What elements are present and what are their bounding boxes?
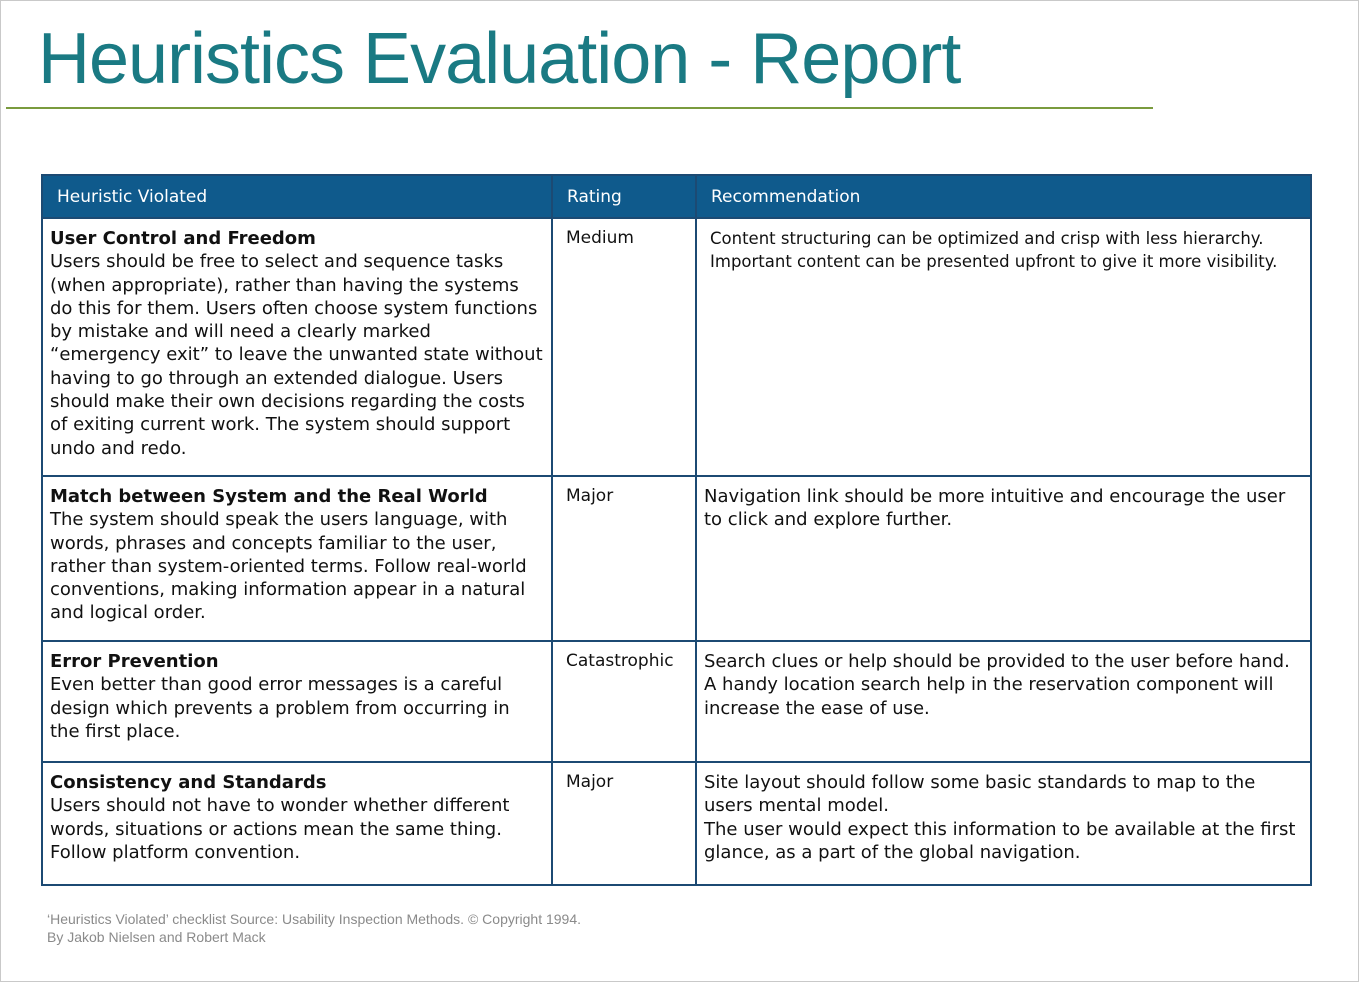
- page-title: Heuristics Evaluation - Report: [38, 19, 961, 99]
- heuristics-table: [41, 174, 1312, 886]
- heuristic-cell: [42, 641, 552, 762]
- source-footnote: [47, 910, 581, 946]
- rating-cell: Medium: [552, 218, 696, 476]
- table-header-row: [42, 175, 1311, 218]
- recommendation-cell: [696, 762, 1311, 885]
- recommendation-text: Content structuring can be optimized and crisp with less hierarchy. Important content can be presented upfront to give it more visibility.: [710, 229, 1278, 272]
- title-divider: [6, 107, 1153, 109]
- heuristic-name: Consistency and Standards: [50, 772, 327, 793]
- recommendation-text: Search clues or help should be provided to the user before hand.: [704, 651, 1290, 672]
- recommendation-text: Navigation link should be more intuitive and encourage the user to click and explore further.: [704, 486, 1286, 531]
- recommendation-cell: [696, 476, 1311, 641]
- rating-cell: Catastrophic: [552, 641, 696, 762]
- heuristic-cell: [42, 762, 552, 885]
- table-row: [42, 641, 1311, 762]
- recommendation-text: Site layout should follow some basic standards to map to the users mental model.: [704, 772, 1256, 817]
- heuristic-cell: [42, 218, 552, 476]
- recommendation-text: The user would expect this information to be available at the first glance, as a part of the global navigation.: [704, 818, 1296, 863]
- rating-cell: Major: [552, 762, 696, 885]
- heuristic-name: User Control and Freedom: [50, 228, 316, 249]
- heuristic-description: Even better than good error messages is a careful design which prevents a problem from occurring in the first place.: [50, 674, 510, 742]
- column-header-rating: Rating: [552, 175, 696, 218]
- heuristic-name: Match between System and the Real World: [50, 486, 488, 507]
- table-row: [42, 762, 1311, 885]
- heuristic-name: Error Prevention: [50, 651, 219, 672]
- table-row: [42, 218, 1311, 476]
- heuristic-cell: [42, 476, 552, 641]
- recommendation-cell: [696, 218, 1311, 476]
- recommendation-text: A handy location search help in the reservation component will increase the ease of use.: [704, 674, 1274, 719]
- table-row: [42, 476, 1311, 641]
- heuristic-description: The system should speak the users language, with words, phrases and concepts familiar to the user, rather than system-oriented terms. Follow real-world conventions, making information appear in a natural and logical order.: [50, 509, 527, 624]
- rating-cell: Major: [552, 476, 696, 641]
- footnote-line: ‘Heuristics Violated’ checklist Source: Usability Inspection Methods. © Copyright 1994.: [47, 911, 582, 927]
- recommendation-cell: [696, 641, 1311, 762]
- column-header-heuristic: Heuristic Violated: [42, 175, 552, 218]
- heuristic-description: Users should not have to wonder whether different words, situations or actions mean the same thing. Follow platform convention.: [50, 795, 510, 863]
- column-header-recommendation: Recommendation: [696, 175, 1311, 218]
- heuristic-description: Users should be free to select and sequence tasks (when appropriate), rather than having the systems do this for them. Users often choose system functions by mistake and will need a clearly marked “emergency exit” to leave the unwanted state without having to go through an extended dialogue. Users should make their own decisions regarding the costs of exiting current work. The system should support undo and redo.: [50, 251, 543, 459]
- footnote-line: By Jakob Nielsen and Robert Mack: [47, 929, 266, 945]
